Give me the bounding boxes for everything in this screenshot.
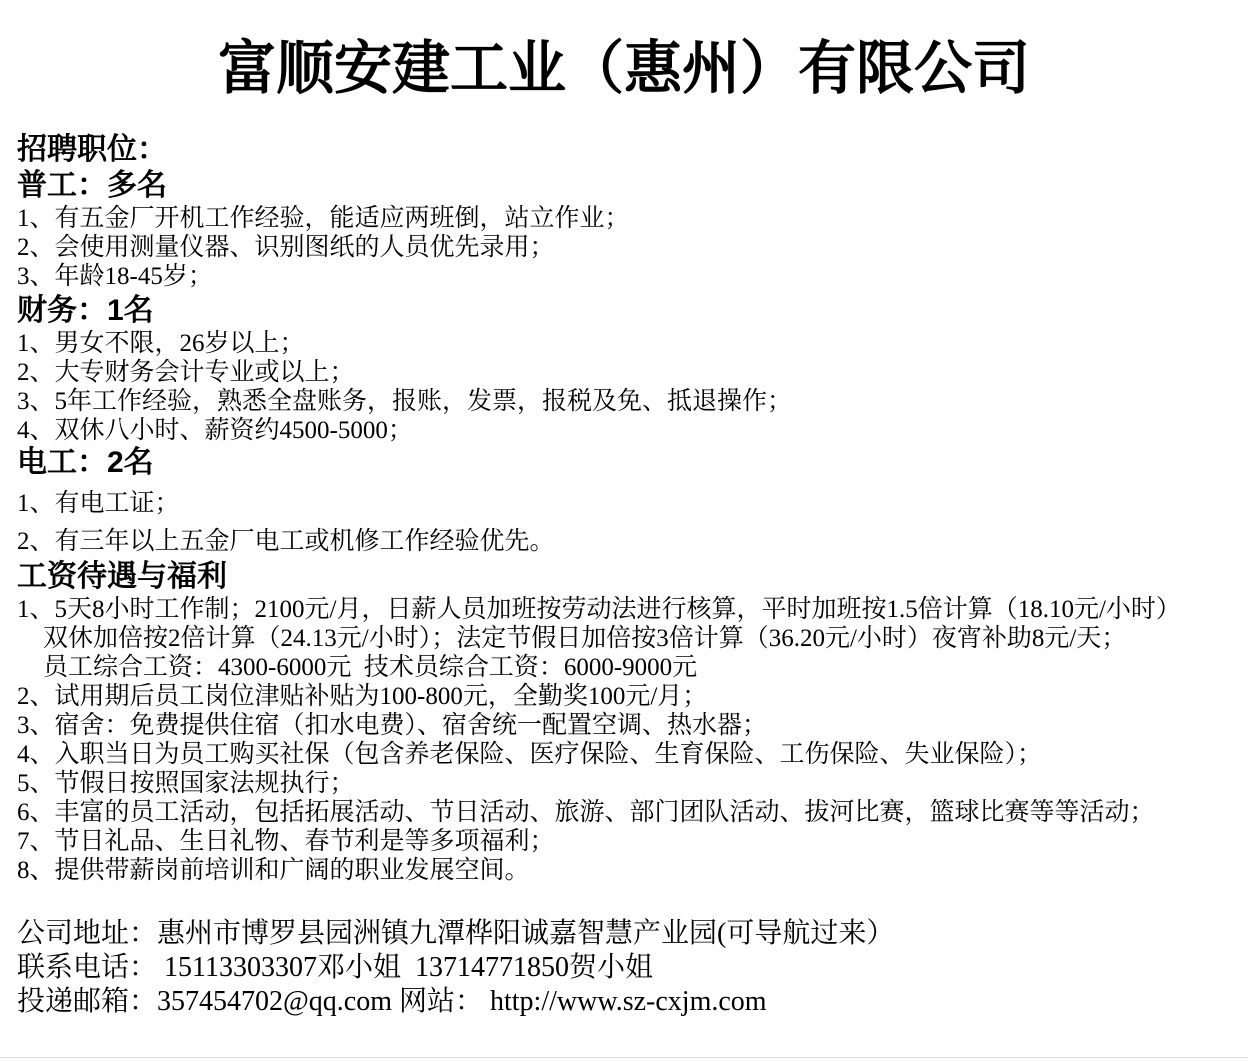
welfare-item: 7、节日礼品、生日礼物、春节利是等多项福利； [17,828,555,855]
company-address: 公司地址：惠州市博罗县园洲镇九潭桦阳诚嘉智慧产业园(可导航过来） [17,918,895,949]
welfare-item: 8、提供带薪岗前培训和广阔的职业发展空间。 [17,857,530,884]
requirement-item: 3、年龄18-45岁； [17,263,213,290]
recruit-positions-heading: 招聘职位： [17,133,167,166]
position-heading-general-worker: 普工：多名 [17,169,167,202]
finance-requirements [17,329,1231,445]
welfare-item: 1、5天8小时工作制；2100元/月，日薪人员加班按劳动法进行核算，平时加班按1.5倍计算（18.10元/小时） [17,596,1181,623]
welfare-item: 4、入职当日为员工购买社保（包含养老保险、医疗保险、生育保险、工伤保险、失业保险）； [17,741,1043,768]
company-title: 富顺安建工业（惠州）有限公司 [217,36,1030,101]
contact-phone: 联系电话： 15113303307邓小姐 13714771850贺小姐 [17,952,653,983]
requirement-item: 1、有电工证； [17,490,180,517]
welfare-item-continuation: 员工综合工资：4300-6000元 技术员综合工资：6000-9000元 [43,654,698,681]
welfare-heading: 工资待遇与福利 [17,560,227,593]
posting-content [0,132,1248,885]
welfare-item: 3、宿舍：免费提供住宿（扣水电费）、宿舍统一配置空调、热水器； [17,712,768,739]
position-heading-finance: 财务：1名 [17,294,154,327]
position-heading-electrician: 电工：2名 [17,446,154,479]
requirement-item: 1、男女不限，26岁以上； [17,330,305,357]
contact-block [0,917,1248,1019]
bottom-divider [0,1057,1248,1058]
requirement-item: 4、双休八小时、薪资约4500-5000； [17,417,413,444]
welfare-item: 5、节假日按照国家法规执行； [17,770,355,797]
welfare-item: 6、丰富的员工活动，包括拓展活动、节日活动、旅游、部门团队活动、拔河比赛，篮球比赛等等活动； [17,799,1155,826]
welfare-item: 2、试用期后员工岗位津贴补贴为100-800元，全勤奖100元/月； [17,683,708,710]
electrician-requirements [17,489,1231,557]
requirement-item: 2、大专财务会计专业或以上； [17,359,355,386]
requirement-item: 2、有三年以上五金厂电工或机修工作经验优先。 [17,528,555,555]
requirement-item: 2、会使用测量仪器、识别图纸的人员优先录用； [17,234,555,261]
requirement-item: 3、5年工作经验，熟悉全盘账务，报账，发票，报税及免、抵退操作； [17,388,793,415]
welfare-list [17,595,1231,885]
welfare-item-continuation: 双休加倍按2倍计算（24.13元/小时）；法定节假日加倍按3倍计算（36.20元/小时）夜宵补助8元/天； [43,625,1127,652]
contact-email-website: 投递邮箱：357454702@qq.com 网站： http://www.sz-cxjm.com [17,986,767,1017]
general-worker-requirements [17,204,1231,291]
requirement-item: 1、有五金厂开机工作经验，能适应两班倒，站立作业； [17,205,630,232]
